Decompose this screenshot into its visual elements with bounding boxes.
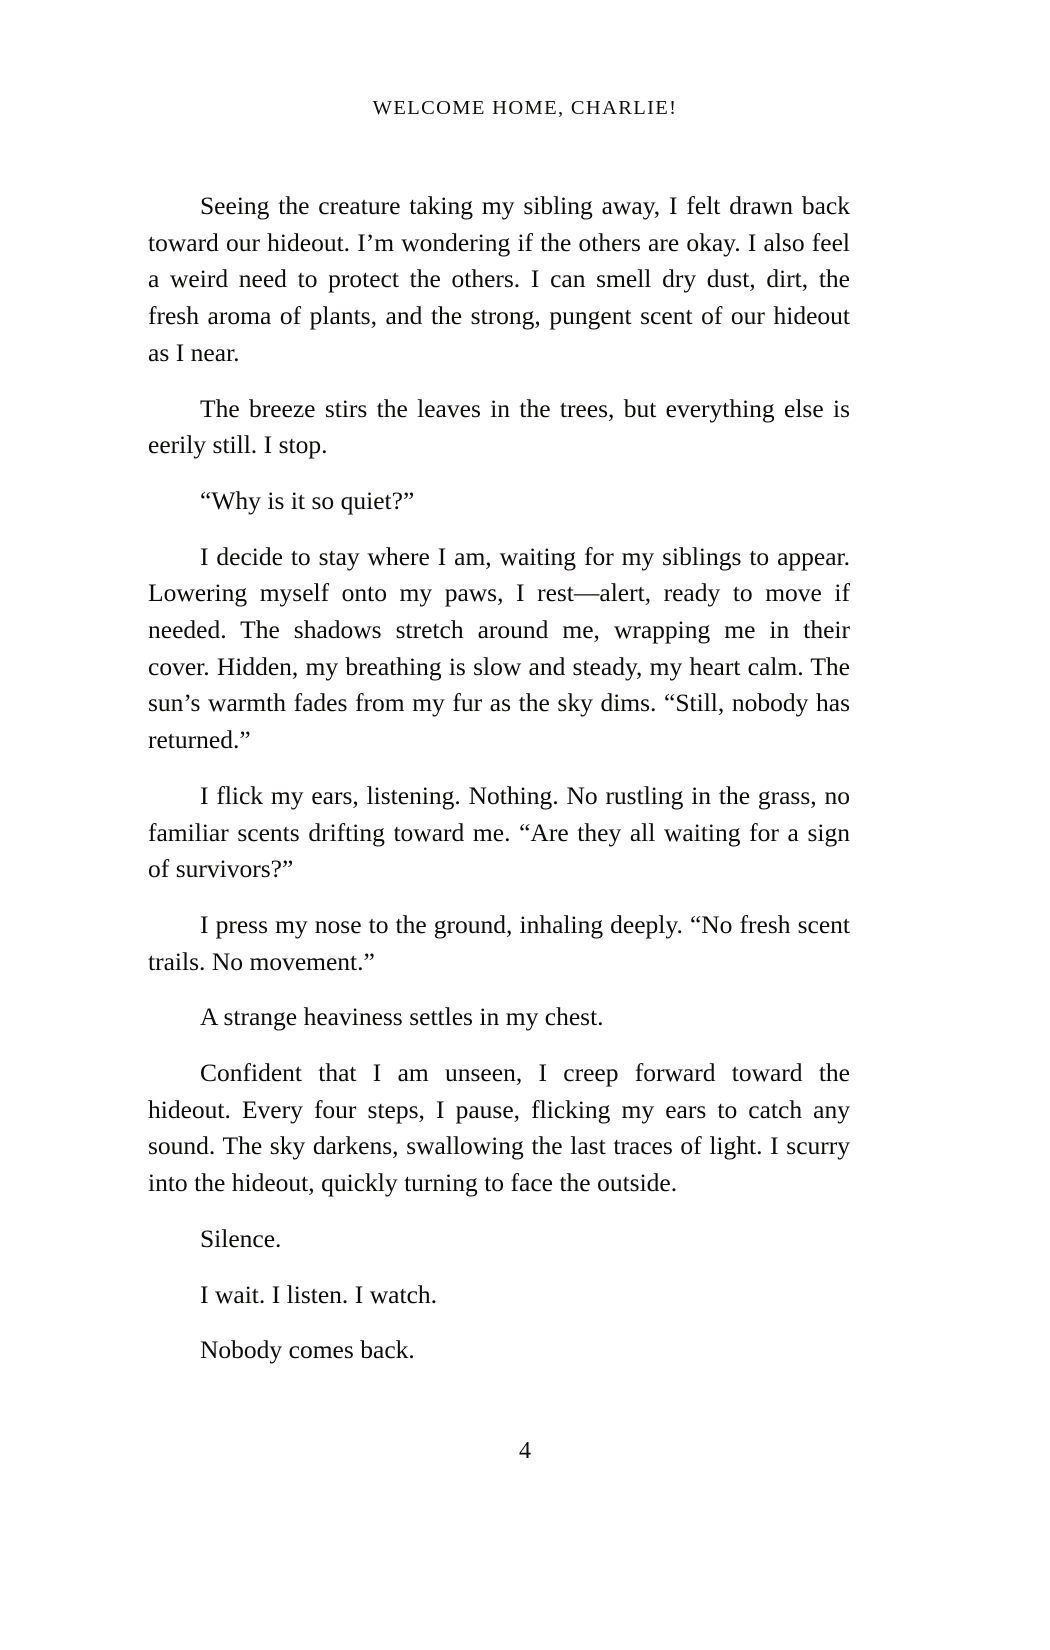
body-text-block: [148, 188, 850, 1369]
paragraph: [148, 1332, 850, 1369]
paragraph-text: I press my nose to the ground, inhaling deeply. “No fresh scent trails. No movement.”: [148, 909, 850, 976]
paragraph-text: I wait. I listen. I watch.: [200, 1279, 438, 1309]
paragraph-text: “Why is it so quiet?”: [200, 485, 415, 515]
paragraph: [148, 999, 850, 1036]
paragraph: [148, 1221, 850, 1258]
paragraph: [148, 907, 850, 980]
paragraph: [148, 483, 850, 520]
running-header: WELCOME HOME, CHARLIE!: [372, 97, 678, 119]
paragraph: [148, 1055, 850, 1202]
paragraph-text: Seeing the creature taking my sibling away, I felt drawn back toward our hideout. I’m wondering if the others are okay. I also feel a weird need to protect the others. I can smell dry dust, dirt, the fresh aroma of plants, and the strong, pungent scent of our hideout as I near.: [148, 191, 850, 367]
paragraph: [148, 539, 850, 759]
paragraph: [148, 778, 850, 888]
paragraph-text: I decide to stay where I am, waiting for my siblings to appear. Lowering myself onto my paws, I rest—alert, ready to move if needed. The shadows stretch around me, wrapping me in their cover. Hidden, my breathing is slow and steady, my heart calm. The sun’s warmth fades from my fur as the sky dims. “Still, nobody has returned.”: [148, 541, 850, 755]
paragraph-text: The breeze stirs the leaves in the trees, but everything else is eerily still. I stop.: [148, 393, 850, 460]
paragraph-text: Nobody comes back.: [200, 1335, 415, 1365]
page-number: 4: [519, 1438, 531, 1464]
paragraph-text: A strange heaviness settles in my chest.: [200, 1002, 604, 1032]
paragraph-text: I flick my ears, listening. Nothing. No rustling in the grass, no familiar scents drifting toward me. “Are they all waiting for a sign of survivors?”: [148, 780, 850, 884]
paragraph: [148, 391, 850, 464]
paragraph: [148, 188, 850, 372]
paragraph-text: Silence.: [200, 1223, 282, 1253]
paragraph: [148, 1277, 850, 1314]
paragraph-text: Confident that I am unseen, I creep forward toward the hideout. Every four steps, I pause, flicking my ears to catch any sound. The sky darkens, swallowing the last traces of light. I scurry into the hideout, quickly turning to face the outside.: [148, 1058, 850, 1198]
